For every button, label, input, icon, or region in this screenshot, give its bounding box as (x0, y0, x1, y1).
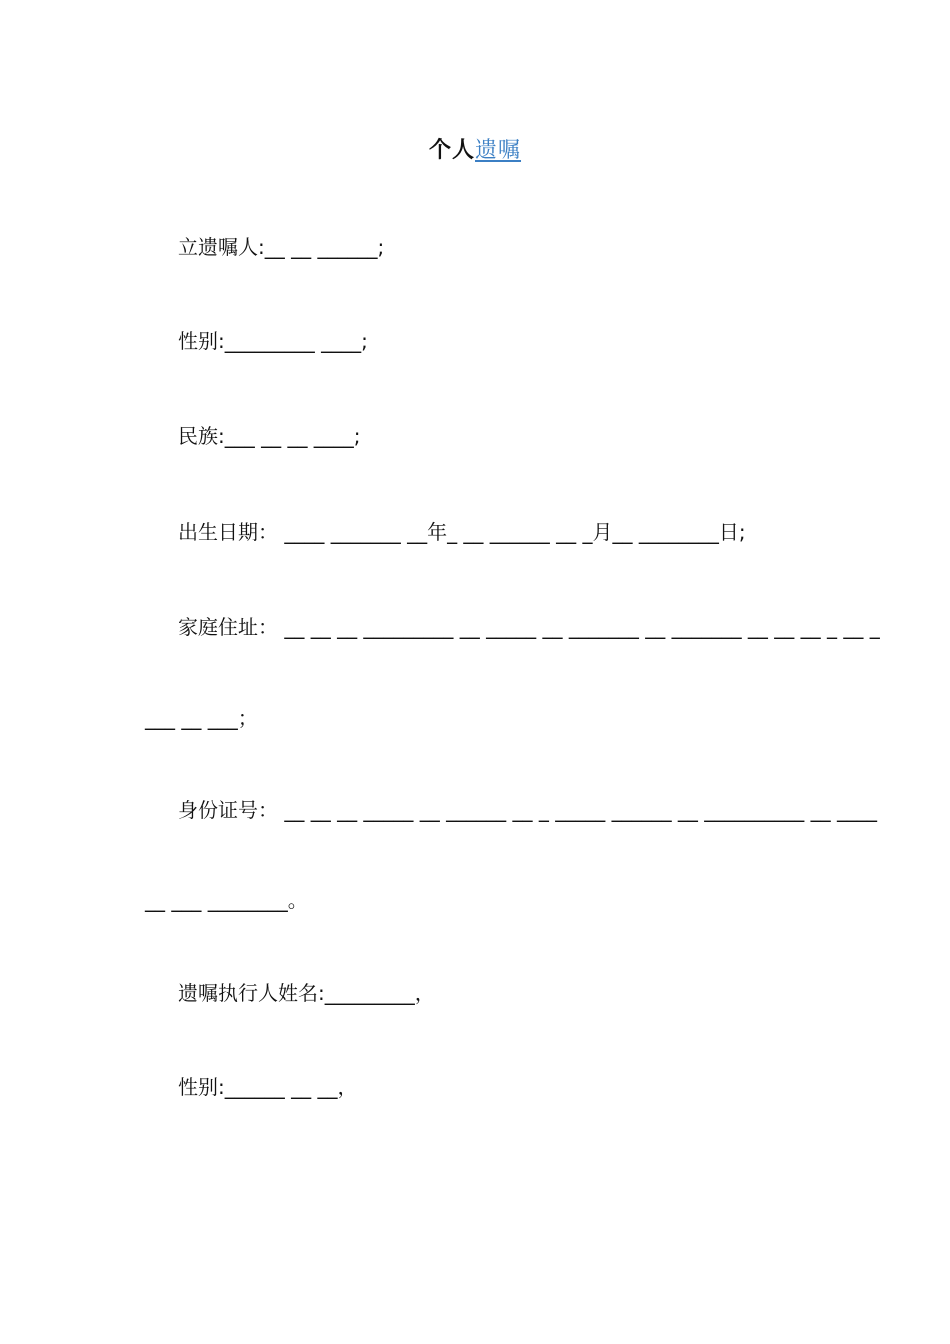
birth-date-line: 出生日期： ____ _______ __年_ __ ______ __ _月__ ________日; (178, 520, 746, 544)
ethnicity-line: 民族:___ __ __ ____; (178, 424, 361, 448)
title-link[interactable]: 遗嘱 (475, 138, 522, 163)
id-number-line: 身份证号： __ __ __ _____ __ ______ __ _ _____ ______ __ __________ __ ____ (178, 798, 878, 822)
testator-name-line: 立遗嘱人:__ __ ______; (178, 235, 385, 259)
document-title (0, 136, 950, 166)
executor-gender-line: 性别:______ __ __， (178, 1075, 358, 1099)
home-address-line: 家庭住址： __ __ __ _________ __ _____ __ _______ __ _______ __ __ __ _ __ _ (178, 615, 880, 639)
gender-line: 性别:_________ ____; (178, 329, 368, 353)
id-number-continuation: __ ___ ________。 (145, 888, 308, 912)
executor-name-line: 遗嘱执行人姓名:_________， (178, 981, 435, 1005)
home-address-continuation: ___ __ ___； (145, 706, 258, 730)
title-prefix: 个人 (428, 138, 475, 163)
